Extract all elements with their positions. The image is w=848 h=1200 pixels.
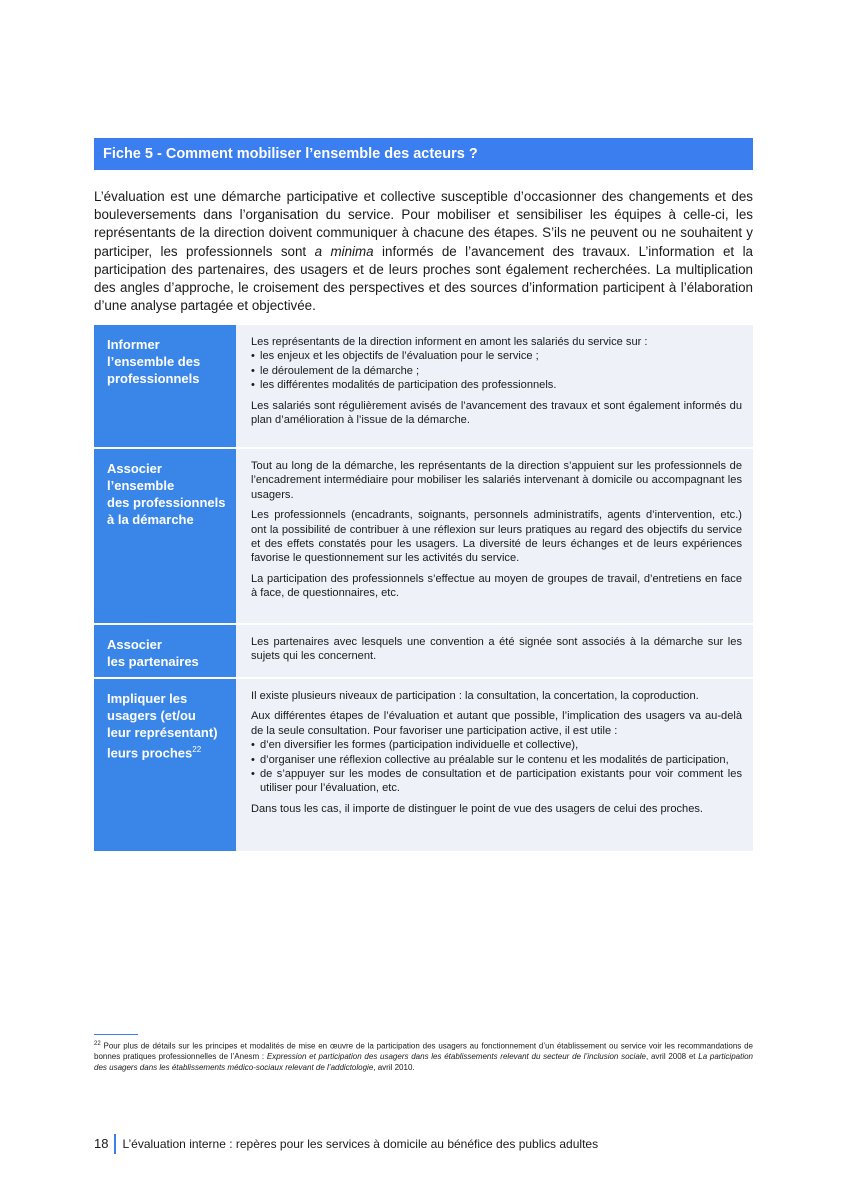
table-row [94,325,753,449]
row-text: Les représentants de la direction informent en amont les salariés du service sur : [251,336,648,348]
footnote-ref: 22 [192,745,202,754]
row-text: Dans tous les cas, il importe de distinguer le point de vue des usagers de celui des proches. [251,802,704,815]
bullet-list [251,349,742,392]
footnote-divider [94,1034,138,1035]
row-content [236,679,753,851]
list-item: • le déroulement de la démarche ; [251,364,742,378]
footer-title: L’évaluation interne : repères pour les services à domicile au bénéfice des publics adultes [122,1137,599,1151]
row-content [236,625,753,677]
list-item: • de s’appuyer sur les modes de consultation et de participation existants pour voir comment les utiliser pour l’évaluation, etc. [251,767,742,796]
page-number: 18 [94,1134,116,1154]
intro-paragraph: L’évaluation est une démarche participative et collective susceptible d’occasionner des changements et des bouleversements dans l’organisation du service. Pour mobiliser et sensibiliser les équipes à celle-ci, les représentants de la direction doivent communiquer à chacune des étapes. S’ils ne peuvent ou ne souhaitent y participer, les professionnels sont a minima informés de l’avancement des travaux. L’information et la participation des partenaires, des usagers et de leurs proches sont également recherchées. La multiplication des angles d’approche, le croisement des perspectives et des sources d’information participent à l’élaboration d’une analyse partagée et objectivée. [94,189,753,314]
row-text: Il existe plusieurs niveaux de participation : la consultation, la concertation, la coproduction. [251,690,699,702]
row-label: Associer les partenaires [94,625,236,677]
row-text: Aux différentes étapes de l’évaluation et autant que possible, l’implication des usagers va au-delà de la seule consultation. Pour favoriser une participation active, il est utile : [251,710,742,737]
table-row [94,625,753,679]
section-title-banner: Fiche 5 - Comment mobiliser l’ensemble des acteurs ? [94,138,753,170]
row-text: La participation des professionnels s’effectue au moyen de groupes de travail, d’entretiens en face à face, de questionnaires, etc. [251,572,742,600]
row-content [236,449,753,623]
row-text: Les salariés sont régulièrement avisés de l’avancement des travaux et sont également informés du plan d’amélioration à l’issue de la démarche. [251,399,742,427]
table-row [94,679,753,853]
intro-emphasis: a minima [314,243,374,259]
row-text: Les professionnels (encadrants, soignants, personnels administratifs, agents d’intervention, etc.) ont la possibilité de contribuer à une réflexion sur leurs pratiques au regard des objectifs du service et des effets constatés pour les usagers. La diversité de leurs échanges et de leurs expériences favorise le questionnement sur les activités du service. [251,509,742,565]
list-item: • d’organiser une réflexion collective au préalable sur le contenu et les modalités de participation, [251,753,742,767]
row-text: Les partenaires avec lesquels une convention a été signée sont associés à la démarche sur les sujets qui les concernent. [251,636,742,663]
row-content [236,325,753,447]
list-item: • les différentes modalités de participation des professionnels. [251,378,742,392]
bullet-list [251,738,742,796]
footnote-number: 22 [94,1041,101,1047]
table-row [94,449,753,625]
list-item: • les enjeux et les objectifs de l’évaluation pour le service ; [251,349,742,363]
actors-table [94,325,753,853]
footnote: $^{22}$ Pour plus de détails sur les principes et modalités de mise en œuvre de la participation des usagers au fonctionnement d’un établissement ou service voir les recommandations de bonnes pratiques professionnelles de l’Anesm : Expression et participation des usagers dans les établissements relevant du secteur de l’inclusion sociale, avril 2008 et La participation des usagers dans les établissements médico-sociaux relevant de l’addictologie, avril 2010. [94,1041,754,1072]
page-footer [94,1133,598,1155]
row-text: Tout au long de la démarche, les représentants de la direction s’appuient sur les professionnels de l’encadrement intermédiaire pour mobiliser les salariés intervenant à domicile ou accompagnant les usagers. [251,460,742,501]
row-label: Impliquer les usagers (et/ou leur représentant) leurs proches$^{22}$ [94,679,236,851]
row-label: Informer l’ensemble des professionnels [94,325,236,447]
row-label: Associer l’ensemble des professionnels à la démarche [94,449,236,623]
list-item: • d’en diversifier les formes (participation individuelle et collective), [251,738,742,752]
